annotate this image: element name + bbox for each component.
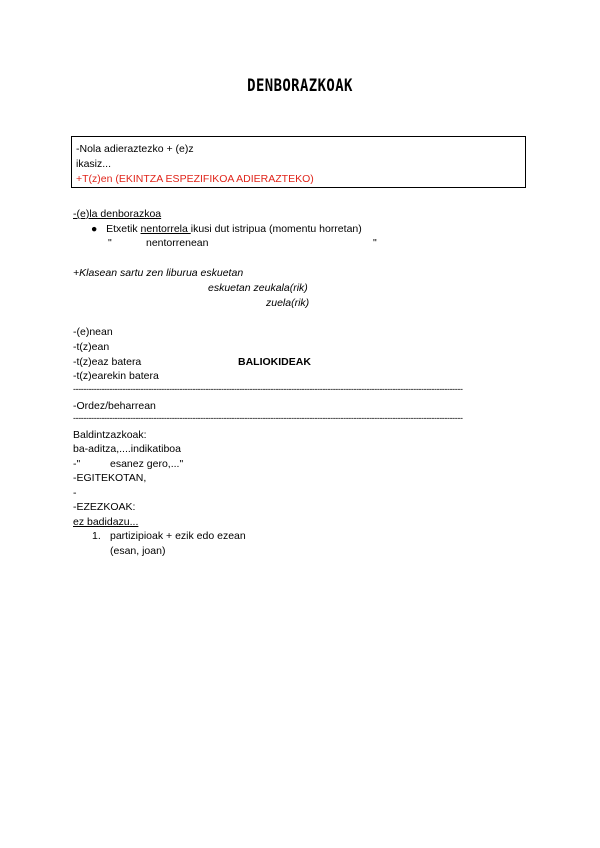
ordez-line: -Ordez/beharrean bbox=[73, 400, 156, 412]
list-subitem: (esan, joan) bbox=[110, 545, 166, 557]
ditto-close: " bbox=[373, 237, 377, 249]
baldintza-line-2a: -" bbox=[73, 458, 81, 470]
page-title: DENBORAZKOAK bbox=[247, 76, 353, 96]
equiv-item-4: -t(z)earekin batera bbox=[73, 370, 159, 382]
equiv-label: BALIOKIDEAK bbox=[238, 356, 311, 368]
bullet-text-pre: Etxetik bbox=[106, 223, 141, 235]
bullet-icon: ● bbox=[91, 223, 98, 235]
baldintza-heading: Baldintzazkoak: bbox=[73, 429, 147, 441]
baldintza-line-4: - bbox=[73, 487, 77, 499]
box-line-1: -Nola adieraztezko + (e)z bbox=[76, 143, 194, 155]
equiv-item-3: -t(z)eaz batera bbox=[73, 356, 142, 368]
ditto-open: " bbox=[108, 237, 112, 249]
box-line-3: +T(z)en (EKINTZA ESPEZIFIKOA ADIERAZTEKO) bbox=[76, 173, 314, 185]
example-line-3: zuela(rik) bbox=[266, 297, 310, 309]
example-line-2: eskuetan zeukala(rik) bbox=[208, 282, 308, 294]
bullet-text-underlined: nentorrela bbox=[140, 223, 191, 235]
divider-2: ------------------------------------------------------------------------------------------------------------------------------------------------------ bbox=[73, 413, 463, 423]
baldintza-line-2b: esanez gero,..." bbox=[110, 458, 184, 470]
equiv-item-2: -t(z)ean bbox=[73, 341, 110, 353]
list-number: 1. bbox=[92, 530, 101, 542]
equiv-item-1: -(e)nean bbox=[73, 326, 113, 338]
list-item: partizipioak + ezik edo ezean bbox=[110, 530, 246, 542]
baldintza-line-3: -EGITEKOTAN, bbox=[73, 472, 147, 484]
divider-1: ------------------------------------------------------------------------------------------------------------------------------------------------------ bbox=[73, 384, 463, 394]
baldintza-line-1: ba-aditza,....indikatiboa bbox=[73, 443, 181, 455]
box-line-2: ikasiz... bbox=[76, 158, 112, 170]
ezezkoak-sub: ez badidazu... bbox=[73, 516, 139, 528]
ezezkoak-heading: -EZEZKOAK: bbox=[73, 501, 136, 513]
bullet-text-post: ikusi dut istripua (momentu horretan) bbox=[190, 223, 362, 235]
section-heading-ela: -(e)la denborazkoa bbox=[73, 208, 162, 220]
ditto-word: nentorrenean bbox=[146, 237, 209, 249]
bullet-item bbox=[91, 223, 362, 235]
ditto-line bbox=[108, 237, 112, 249]
summary-box bbox=[71, 136, 526, 188]
example-line-1: +Klasean sartu zen liburua eskuetan bbox=[73, 267, 244, 279]
